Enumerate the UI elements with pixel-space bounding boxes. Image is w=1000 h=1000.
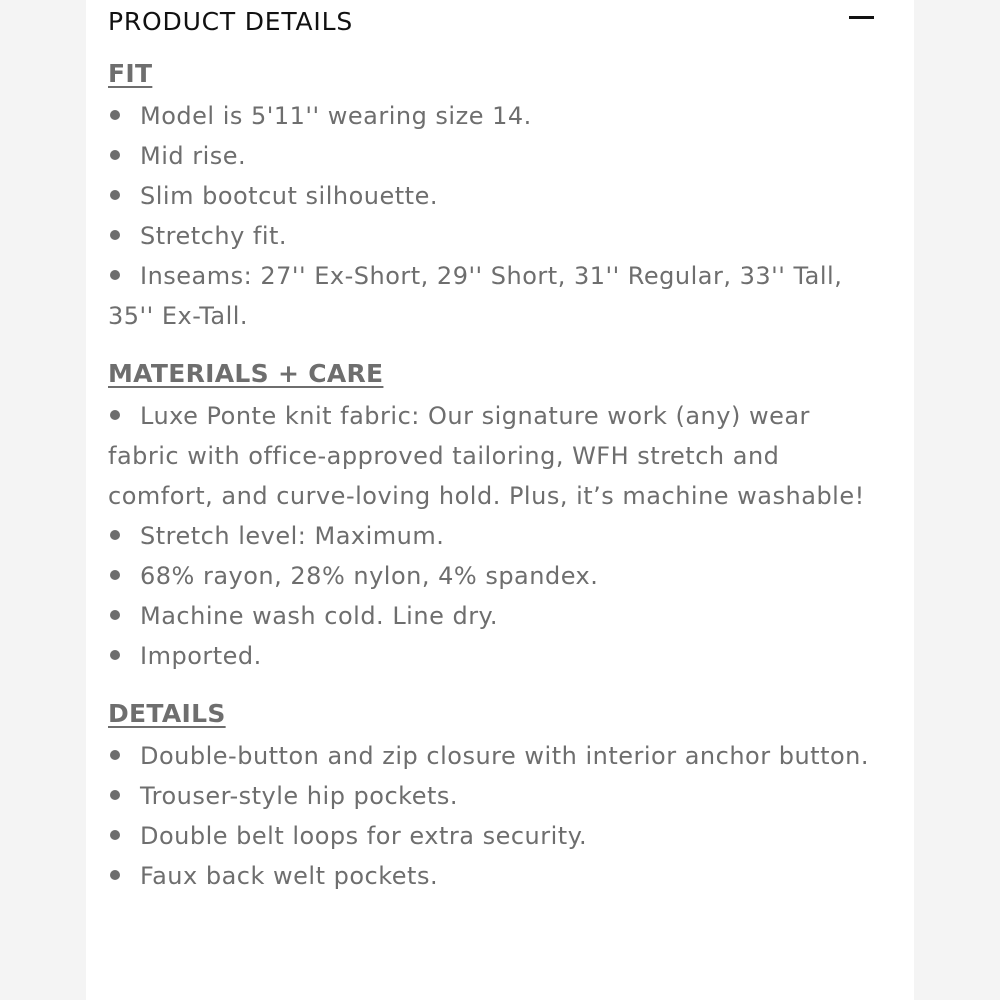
- bullet-icon: [110, 530, 120, 540]
- list-item-text: Stretchy fit.: [140, 222, 288, 250]
- bullet-icon: [110, 150, 120, 160]
- list-item-text: Model is 5'11'' wearing size 14.: [140, 102, 532, 130]
- minus-icon[interactable]: [848, 3, 876, 31]
- bullet-icon: [110, 270, 120, 280]
- list-item-text: Trouser-style hip pockets.: [140, 782, 459, 810]
- minus-icon-bar: [849, 16, 874, 19]
- section-materials-care: [108, 356, 878, 676]
- section-title-materials-care: MATERIALS + CARE: [108, 359, 384, 388]
- list-item: [108, 776, 878, 816]
- accordion-title: PRODUCT DETAILS: [108, 7, 353, 36]
- bullet-icon: [110, 750, 120, 760]
- list-item: [108, 596, 878, 636]
- list-item: [108, 136, 878, 176]
- bullet-icon: [110, 410, 120, 420]
- section-fit: [108, 56, 878, 336]
- bullet-icon: [110, 870, 120, 880]
- bullet-icon: [110, 190, 120, 200]
- list-item: [108, 216, 878, 256]
- list-item: [108, 556, 878, 596]
- bullet-icon: [110, 830, 120, 840]
- bullet-icon: [110, 790, 120, 800]
- list-item-text: Stretch level: Maximum.: [140, 522, 445, 550]
- list-item-text: Luxe Ponte knit fabric: Our signature work (any) wear fabric with office-approved tailoring, WFH stretch and comfort, and curve-loving hold. Plus, it’s machine washable!: [108, 402, 865, 510]
- list-item-text: Slim bootcut silhouette.: [140, 182, 438, 210]
- list-item-text: Machine wash cold. Line dry.: [140, 602, 498, 630]
- details-list: [108, 736, 878, 896]
- list-item: [108, 256, 878, 336]
- bullet-icon: [110, 610, 120, 620]
- list-item-text: Double-button and zip closure with interior anchor button.: [140, 742, 870, 770]
- list-item: [108, 816, 878, 856]
- list-item: [108, 516, 878, 556]
- bullet-icon: [110, 110, 120, 120]
- list-item-text: Inseams: 27'' Ex-Short, 29'' Short, 31'' Regular, 33'' Tall, 35'' Ex-Tall.: [108, 262, 843, 330]
- list-item: [108, 736, 878, 776]
- product-details-accordion: [108, 0, 878, 896]
- list-item: [108, 96, 878, 136]
- bullet-icon: [110, 650, 120, 660]
- bullet-icon: [110, 570, 120, 580]
- section-title-details: DETAILS: [108, 699, 226, 728]
- list-item-text: Double belt loops for extra security.: [140, 822, 588, 850]
- list-item-text: Imported.: [140, 642, 262, 670]
- section-details: [108, 696, 878, 896]
- list-item-text: Mid rise.: [140, 142, 247, 170]
- materials-care-list: [108, 396, 878, 676]
- list-item: [108, 176, 878, 216]
- list-item-text: Faux back welt pockets.: [140, 862, 439, 890]
- fit-list: [108, 96, 878, 336]
- list-item: [108, 856, 878, 896]
- list-item-text: 68% rayon, 28% nylon, 4% spandex.: [140, 562, 599, 590]
- accordion-header[interactable]: [108, 0, 878, 44]
- list-item: [108, 636, 878, 676]
- list-item: [108, 396, 878, 516]
- section-title-fit: FIT: [108, 59, 153, 88]
- bullet-icon: [110, 230, 120, 240]
